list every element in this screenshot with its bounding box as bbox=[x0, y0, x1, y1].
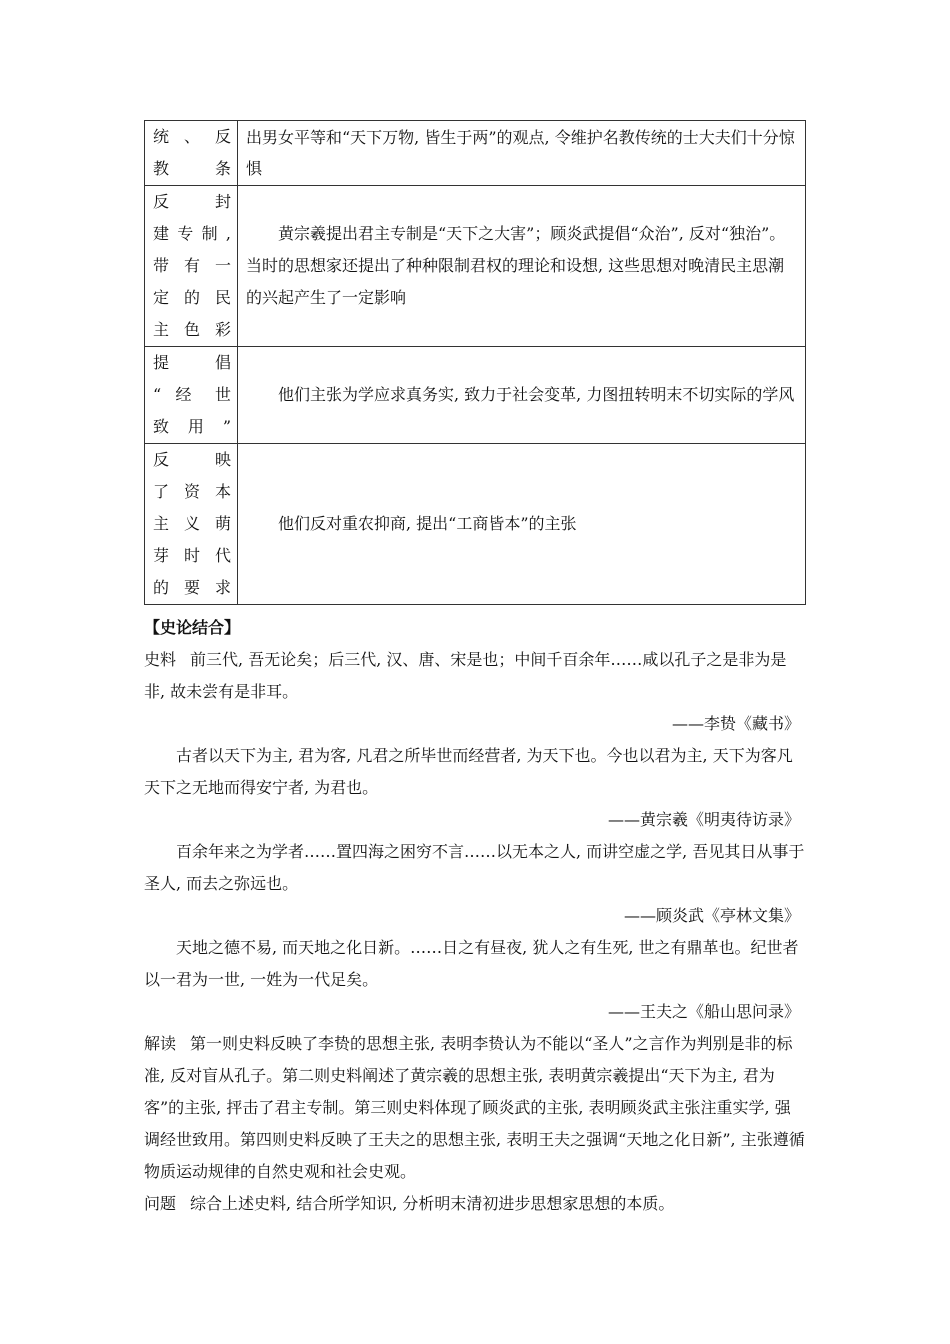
table-cell-feature bbox=[145, 444, 238, 605]
table-cell-content: 他们反对重农抑商, 提出“工商皆本”的主张 bbox=[238, 444, 806, 605]
cell-line: 了 资 本 bbox=[153, 482, 231, 501]
quote-1 bbox=[144, 644, 806, 708]
table-row bbox=[145, 444, 806, 605]
cell-line: 的要求 bbox=[153, 578, 231, 597]
source-material bbox=[144, 644, 806, 1220]
cell-line: 芽 时 代 bbox=[153, 546, 231, 565]
question-text: 综合上述史料, 结合所学知识, 分析明末清初进步思想家思想的本质。 bbox=[190, 1194, 675, 1213]
table-cell-content: 他们主张为学应求真务实, 致力于社会变革, 力图扭转明末不切实际的学风 bbox=[238, 347, 806, 444]
material-label: 史料 bbox=[144, 650, 177, 669]
table-cell-feature bbox=[145, 121, 238, 186]
interpretation-text: 第一则史料反映了李贽的思想主张, 表明李贽认为不能以“圣人”之言作为判别是非的标准, 反对盲从孔子。第二则史料阐述了黄宗羲的思想主张, 表明黄宗羲提出“天下为主, 君为客”的主张, 抨击了君主专制。第三则史料体现了顾炎武的主张, 表明顾炎武主张注重实学, 强调经世致用。第四则史料反映了王夫之的思想主张, 表明王夫之强调“天地之化日新”, 主张遵循物质运动规律的自然史观和社会史观。 bbox=[144, 1034, 805, 1181]
cell-line: 带 有 一 bbox=[153, 256, 231, 275]
interpretation bbox=[144, 1028, 806, 1188]
interpretation-label: 解读 bbox=[144, 1034, 177, 1053]
cell-line: 主 义 萌 bbox=[153, 514, 231, 533]
cell-line: 定 的 民 bbox=[153, 288, 231, 307]
table-row bbox=[145, 347, 806, 444]
question bbox=[144, 1188, 806, 1220]
thought-characteristics-table bbox=[144, 120, 806, 605]
quote-source: ——李贽《藏书》 bbox=[671, 714, 800, 733]
table-cell-content: 出男女平等和“天下万物, 皆生于两”的观点, 令维护名教传统的士大夫们十分惊惧 bbox=[238, 121, 806, 186]
quote-3: 百余年来之为学者……置四海之困穷不言……以无本之人, 而讲空虚之学, 吾见其日从事于圣人, 而去之弥远也。 bbox=[144, 842, 805, 893]
cell-line: 建专制, bbox=[153, 224, 231, 243]
quote-source: ——黄宗羲《明夷待访录》 bbox=[607, 810, 800, 829]
table-row bbox=[145, 121, 806, 186]
quote-text: 前三代, 吾无论矣；后三代, 汉、唐、宋是也；中间千百余年……咸以孔子之是非为是非, 故未尝有是非耳。 bbox=[144, 650, 787, 701]
table-cell-feature bbox=[145, 186, 238, 347]
quote-source: ——王夫之《船山思问录》 bbox=[607, 1002, 800, 1021]
table-cell-feature bbox=[145, 347, 238, 444]
question-label: 问题 bbox=[144, 1194, 177, 1213]
cell-line: 反 封 bbox=[153, 192, 231, 211]
cell-line: 提 倡 bbox=[153, 353, 231, 372]
cell-line: 统 、 反 bbox=[153, 127, 231, 146]
quote-2: 古者以天下为主, 君为客, 凡君之所毕世而经营者, 为天下也。今也以君为主, 天下为客凡天下之无地而得安宁者, 为君也。 bbox=[144, 746, 793, 797]
quote-source: ——顾炎武《亭林文集》 bbox=[623, 906, 800, 925]
table-cell-content: 黄宗羲提出君主专制是“天下之大害”；顾炎武提倡“众治”, 反对“独治”。当时的思想家还提出了种种限制君权的理论和设想, 这些思想对晚清民主思潮的兴起产生了一定影响 bbox=[238, 186, 806, 347]
cell-line: 教条 bbox=[153, 159, 231, 178]
cell-line: 反 映 bbox=[153, 450, 231, 469]
section-heading: 【史论结合】 bbox=[144, 618, 241, 637]
cell-line: 致用” bbox=[153, 417, 231, 436]
cell-line: “ 经 世 bbox=[153, 385, 231, 404]
quote-4: 天地之德不易, 而天地之化日新。……日之有昼夜, 犹人之有生死, 世之有鼎革也。纪世者以一君为一世, 一姓为一代足矣。 bbox=[144, 938, 799, 989]
cell-line: 主色彩 bbox=[153, 320, 231, 339]
table-row bbox=[145, 186, 806, 347]
